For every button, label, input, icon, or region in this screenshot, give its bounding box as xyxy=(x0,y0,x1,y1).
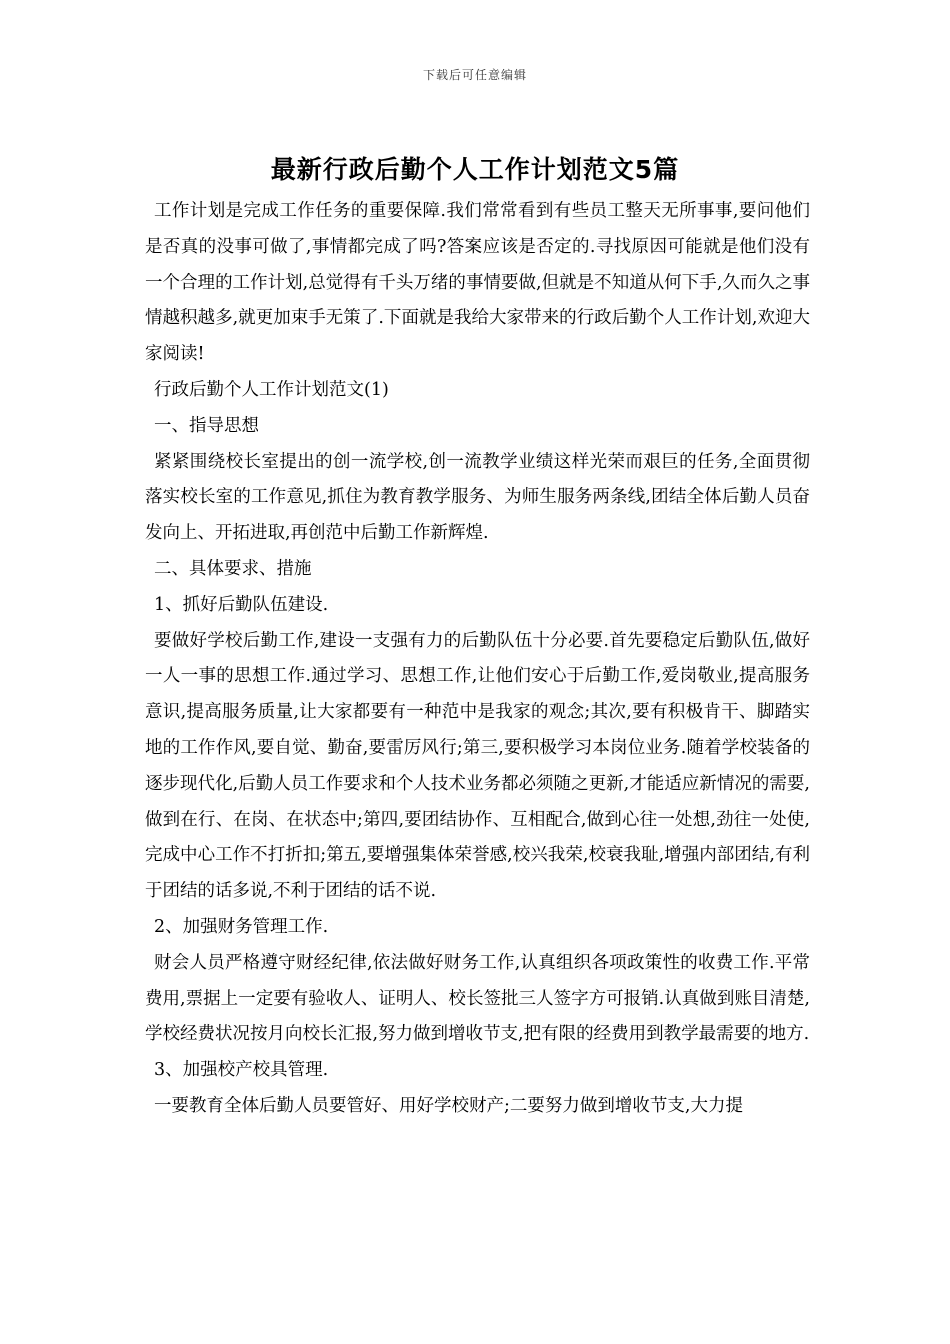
paragraph-team: 要做好学校后勤工作,建设一支强有力的后勤队伍十分必要.首先要稳定后勤队伍,做好一人一事的思想工作.通过学习、思想工作,让他们安心于后勤工作,爱岗敬业,提高服务意识,提高服务质量,让大家都要有一种范中是我家的观念;其次,要有积极肯干、脚踏实地的工作作风,要自觉、勤奋,要雷厉风行;第三,要积极学习本岗位业务.随着学校装备的逐步现代化,后勤人员工作要求和个人技术业务都必须随之更新,才能适应新情况的需要,做到在行、在岗、在状态中;第四,要团结协作、互相配合,做到心往一处想,劲往一处使,完成中心工作不打折扣;第五,要增强集体荣誉感,校兴我荣,校衰我耻,增强内部团结,有利于团结的话多说,不利于团结的话不说. xyxy=(145,630,810,902)
paragraph-assets: 一要教育全体后勤人员要管好、用好学校财产;二要努力做到增收节支,大力提 xyxy=(154,1095,743,1116)
paragraph-item-1: 1、抓好后勤队伍建设. xyxy=(154,594,329,615)
header-note: 下载后可任意编辑 xyxy=(422,68,527,82)
paragraph-guiding: 紧紧围绕校长室提出的创一流学校,创一流教学业绩这样光荣而艰巨的任务,全面贯彻落实校长室的工作意见,抓住为教育教学服务、为师生服务两条线,团结全体后勤人员奋发向上、开拓进取,再创范中后勤工作新辉煌. xyxy=(145,451,810,544)
paragraph-heading-1: 一、指导思想 xyxy=(154,415,259,436)
paragraph-item-3: 3、加强校产校具管理. xyxy=(154,1060,329,1081)
document-title: 最新行政后勤个人工作计划范文5篇 xyxy=(270,155,680,184)
paragraph-section-title: 行政后勤个人工作计划范文(1) xyxy=(154,379,389,400)
document-body xyxy=(145,194,810,1125)
paragraph-item-2: 2、加强财务管理工作. xyxy=(154,916,329,937)
paragraph-finance: 财会人员严格遵守财经纪律,依法做好财务工作,认真组织各项政策性的收费工作.平常费用,票据上一定要有验收人、证明人、校长签批三人签字方可报销.认真做到账目清楚,学校经费状况按月向校长汇报,努力做到增收节支,把有限的经费用到教学最需要的地方. xyxy=(145,952,810,1045)
paragraph-intro: 工作计划是完成工作任务的重要保障.我们常常看到有些员工整天无所事事,要问他们是否真的没事可做了,事情都完成了吗?答案应该是否定的.寻找原因可能就是他们没有一个合理的工作计划,总觉得有千头万绪的事情要做,但就是不知道从何下手,久而久之事情越积越多,就更加束手无策了.下面就是我给大家带来的行政后勤个人工作计划,欢迎大家阅读! xyxy=(145,201,810,365)
paragraph-heading-2: 二、具体要求、措施 xyxy=(154,558,312,579)
